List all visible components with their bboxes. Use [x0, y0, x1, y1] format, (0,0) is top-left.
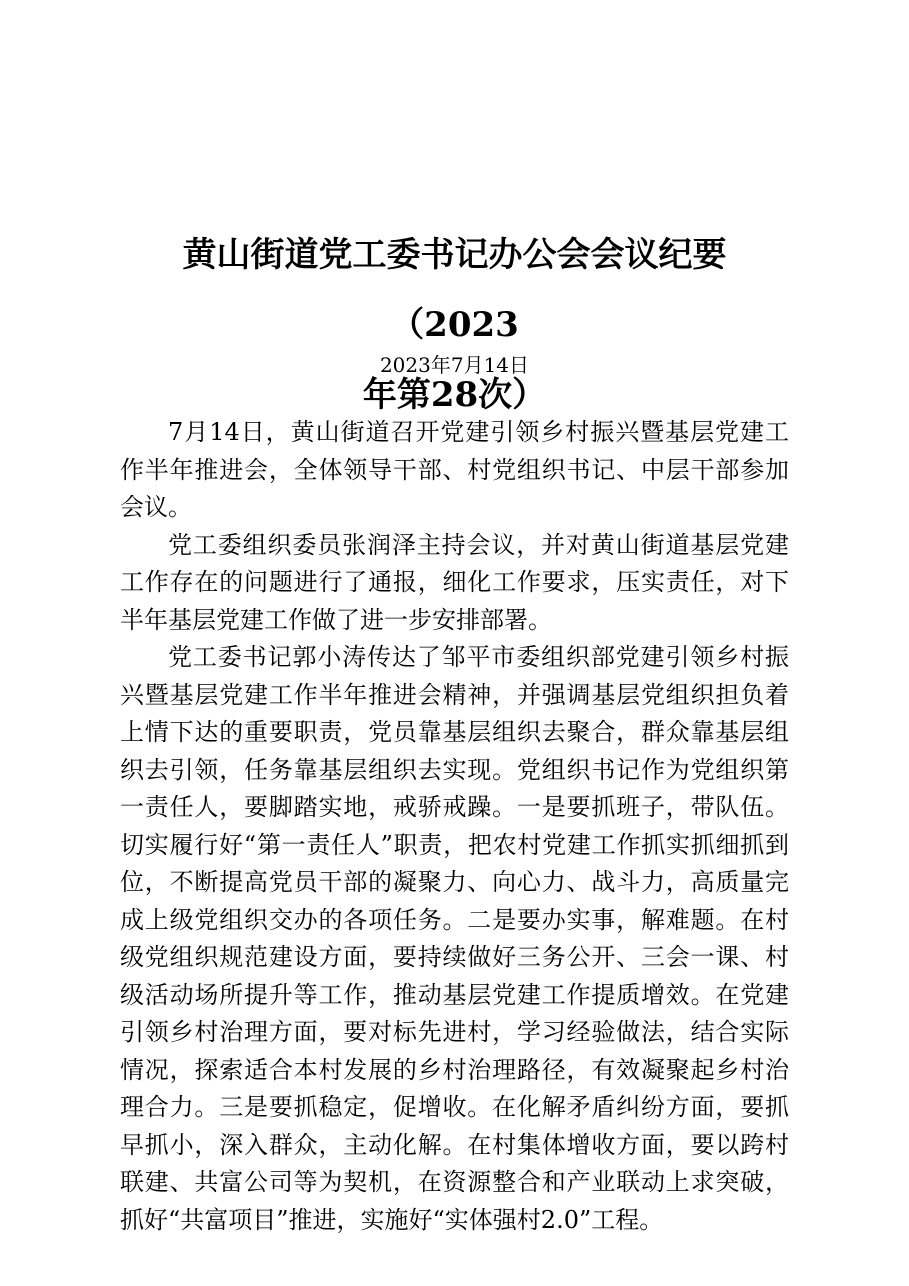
- paragraph-meeting-summary: 7月14日，黄山街道召开党建引领乡村振兴暨基层党建工作半年推进会，全体领导干部、村党组织书记、中层干部参加会议。: [120, 418, 789, 521]
- page-title: [120, 220, 789, 430]
- title-line-2: 年第28次）: [362, 375, 547, 415]
- paragraph-secretary-remarks: 党工委书记郭小涛传达了邹平市委组织部党建引领乡村振兴暨基层党建工作半年推进会精神，并强调基层党组织担负着上情下达的重要职责，党员靠基层组织去聚合，群众靠基层组织去引领，任务靠基层组织去实现。党组织书记作为党组织第一责任人，要脚踏实地，戒骄戒躁。一是要抓班子，带队伍。切实履行好“第一责任人”职责，把农村党建工作抓实抓细抓到位，不断提高党员干部的凝聚力、向心力、战斗力，高质量完成上级党组织交办的各项任务。二是要办实事，解难题。在村级党组织规范建设方面，要持续做好三务公开、三会一课、村级活动场所提升等工作，推动基层党建工作提质增效。在党建引领乡村治理方面，要对标先进村，学习经验做法，结合实际情况，探索适合本村发展的乡村治理路径，有效凝聚起乡村治理合力。三是要抓稳定，促增收。在化解矛盾纠纷方面，要抓早抓小，深入群众，主动化解。在村集体增收方面，要以跨村联建、共富公司等为契机，在资源整合和产业联动上求突破，抓好“共富项目”推进，实施好“实体强村2.0”工程。: [120, 643, 789, 1234]
- meeting-date: 2023年7月14日: [379, 353, 530, 377]
- paragraph-chair-remarks: 党工委组织委员张润泽主持会议，并对黄山街道基层党建工作存在的问题进行了通报，细化工作要求，压实责任，对下半年基层党建工作做了进一步安排部署。: [120, 530, 789, 634]
- title-line-1: 黄山街道党工委书记办公会会议纪要（2023: [182, 235, 727, 345]
- document-body: [120, 414, 789, 1239]
